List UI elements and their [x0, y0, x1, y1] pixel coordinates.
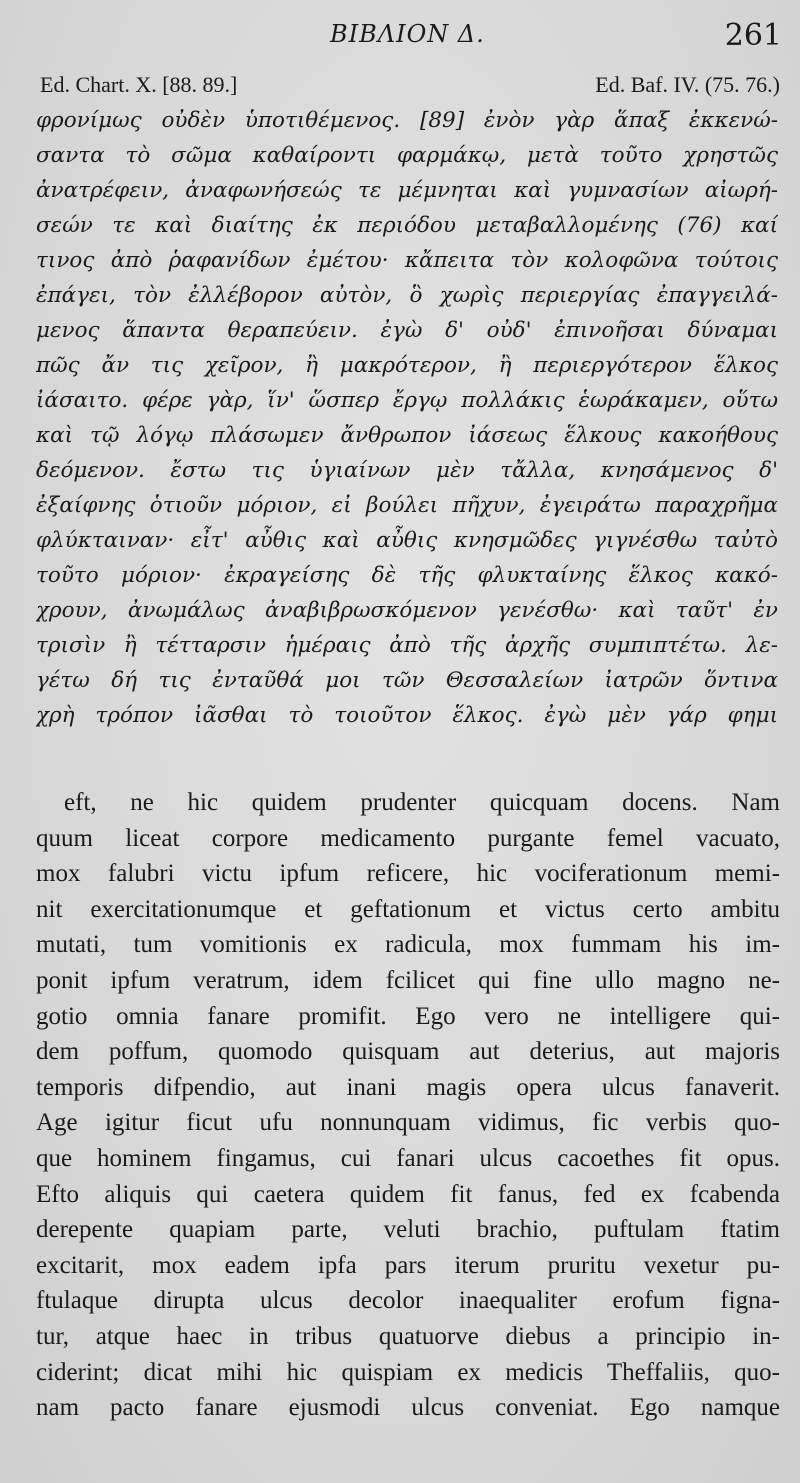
latin-line: Age igitur ficut ufu nonnunquam vidimus, fic verbis quo-	[36, 1109, 780, 1137]
greek-line: δεόμενον. ἔστω τις ὑγιαίνων μὲν τἄλλα, κνησάμενος δ'	[36, 458, 778, 483]
greek-line: χρὴ τρόπον ἰᾶσθαι τὸ τοιοῦτον ἕλκος. ἐγὼ μὲν γάρ φημι	[36, 703, 778, 728]
greek-line: ἀνατρέφειν, ἀναφωνήσεώς τε μέμνηται καὶ γυμνασίων αἰωρή-	[36, 178, 778, 203]
greek-line: σεών τε καὶ διαίτης ἐκ περιόδου μεταβαλλομένης (76) καί	[36, 213, 778, 238]
latin-line: quum liceat corpore medicamento purgante femel vacuato,	[36, 824, 780, 852]
edition-reference-basel: Ed. Baf. IV. (75. 76.)	[595, 72, 780, 97]
latin-line: derepente quapiam parte, veluti brachio, puftulam ftatim	[36, 1216, 780, 1244]
edition-reference-chart: Ed. Chart. X. [88. 89.]	[40, 72, 238, 97]
greek-line: ἰάσαιτο. φέρε γὰρ, ἵν' ὥσπερ ἔργῳ πολλάκις ἑωράκαμεν, οὕτω	[36, 388, 778, 413]
latin-line: excitarit, mox eadem ipfa pars iterum pruritu vexetur pu-	[36, 1251, 780, 1279]
latin-line: nam pacto fanare ejusmodi ulcus conveniat. Ego namque	[36, 1394, 780, 1422]
latin-line: mutati, tum vomitionis ex radicula, mox fummam his im-	[36, 931, 780, 959]
latin-line: gotio omnia fanare promifit. Ego vero ne intelligere qui-	[36, 1002, 780, 1030]
page-number: 261	[724, 18, 782, 53]
greek-text-block	[36, 103, 778, 733]
greek-line: τινος ἀπὸ ῥαφανίδων ἐμέτου· κἄπειτα τὸν κολοφῶνα τούτοις	[36, 248, 778, 273]
greek-line: χρουν, ἀνωμάλως ἀναβιβρωσκόμενον γενέσθω· καὶ ταῦτ' ἐν	[36, 598, 778, 623]
latin-line: tur, atque haec in tribus quatuorve diebus a principio in-	[36, 1322, 780, 1350]
greek-line: τρισὶν ἢ τέτταρσιν ἡμέραις ἀπὸ τῆς ἀρχῆς συμπιπτέτω. λε-	[36, 633, 778, 658]
greek-line: ἐξαίφνης ὁτιοῦν μόριον, εἰ βούλει πῆχυν, ἐγειράτω παραχρῆμα	[36, 493, 778, 518]
greek-line: σαντα τὸ σῶμα καθαίροντι φαρμάκῳ, μετὰ τοῦτο χρηστῶς	[36, 143, 778, 168]
running-head: BIBΛΙΟΝ Δ.	[330, 20, 485, 48]
latin-text-block	[36, 785, 780, 1426]
latin-line: ftulaque dirupta ulcus decolor inaequaliter erofum figna-	[36, 1287, 780, 1315]
latin-line: mox falubri victu ipfum reficere, hic vociferationum memi-	[36, 860, 780, 888]
greek-line: πῶς ἄν τις χεῖρον, ἢ μακρότερον, ἢ περιεργότερον ἕλκος	[36, 353, 778, 378]
latin-line: dem poffum, quomodo quisquam aut deterius, aut majoris	[36, 1038, 780, 1066]
latin-line: ponit ipfum veratrum, idem fcilicet qui fine ullo magno ne-	[36, 966, 780, 994]
greek-line: φρονίμως οὐδὲν ὑποτιθέμενος. [89] ἐνὸν γὰρ ἅπαξ ἐκκενώ-	[36, 108, 778, 133]
latin-line: que hominem fingamus, cui fanari ulcus cacoethes fit opus.	[36, 1144, 780, 1172]
greek-line: καὶ τῷ λόγῳ πλάσωμεν ἄνθρωπον ἰάσεως ἕλκους κακοήθους	[36, 423, 778, 448]
latin-line: temporis difpendio, aut inani magis opera ulcus fanaverit.	[36, 1073, 780, 1101]
greek-line: φλύκταιναν· εἶτ' αὖθις καὶ αὖθις κνησμῶδες γιγνέσθω ταὐτὸ	[36, 528, 778, 553]
latin-line: ciderint; dicat mihi hic quispiam ex medicis Theffaliis, quo-	[36, 1358, 780, 1386]
greek-line: μενος ἅπαντα θεραπεύειν. ἐγὼ δ' οὐδ' ἐπινοῆσαι δύναμαι	[36, 318, 778, 343]
greek-line: γέτω δή τις ἐνταῦθά μοι τῶν Θεσσαλείων ἰατρῶν ὅντινα	[36, 668, 778, 693]
latin-line: eft, ne hic quidem prudenter quicquam docens. Nam	[64, 789, 780, 816]
latin-line: Efto aliquis qui caetera quidem fit fanus, fed ex fcabenda	[36, 1180, 780, 1208]
greek-line: τοῦτο μόριον· ἐκραγείσης δὲ τῆς φλυκταίνης ἕλκος κακό-	[36, 563, 778, 588]
greek-line: ἐπάγει, τὸν ἐλλέβορον αὐτὸν, ὃ χωρὶς περιεργίας ἐπαγγειλά-	[36, 283, 778, 308]
latin-line: nit exercitationumque et geftationum et victus certo ambitu	[36, 895, 780, 923]
